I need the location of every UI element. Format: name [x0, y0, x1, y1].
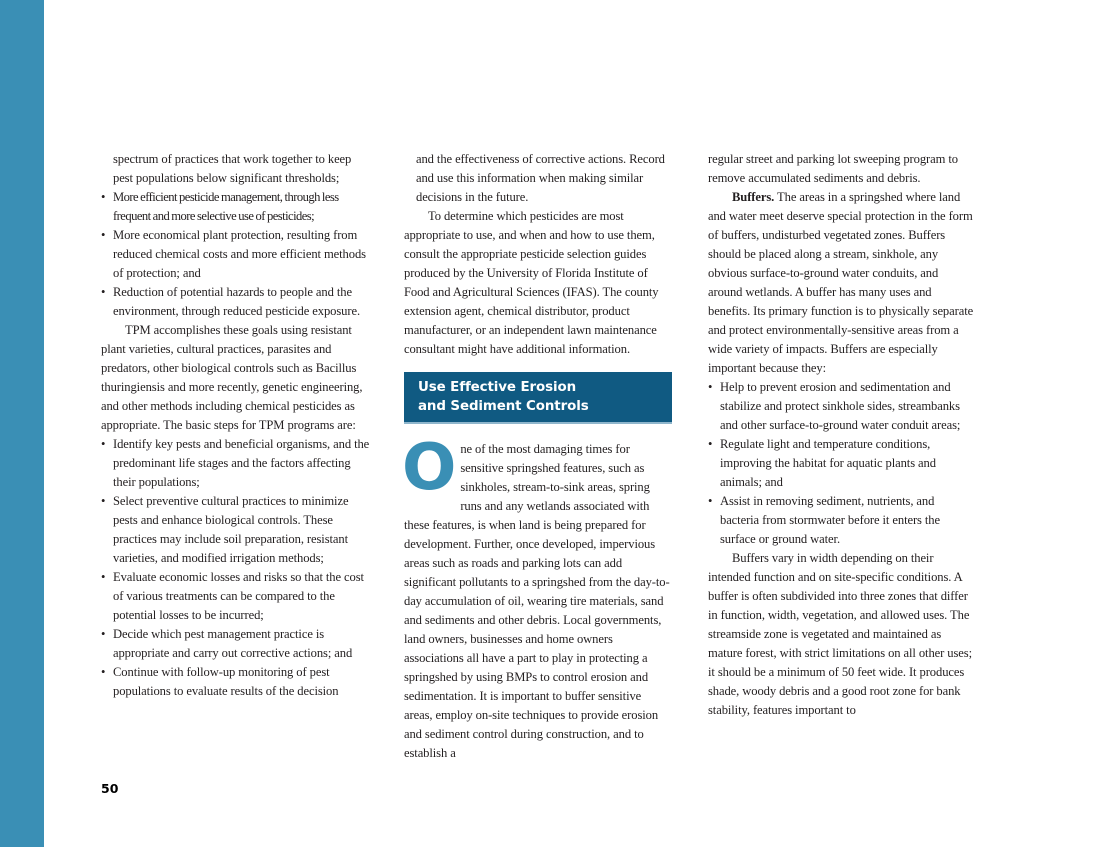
list-item: • Help to prevent erosion and sedimentation and stabilize and protect sinkhole sides, streambanks and other surface-to-ground water conduit areas; [708, 378, 974, 435]
page-edge-color-bar [0, 0, 44, 847]
buffers-paragraph [708, 188, 974, 378]
list-item: • Decide which pest management practice is appropriate and carry out corrective actions; and [101, 625, 373, 663]
buffer-width-paragraph: Buffers vary in width depending on their intended function and on site-specific conditions. A buffer is often subdivided into three zones that differ in function, width, vegetation, and allowed uses. The streamside zone is vegetated and maintained as mature forest, with strict limitations on all other uses; it should be a minimum of 50 feet wide. It produces shade, woody debris and a good root zone for bank stability, features important to [708, 551, 972, 717]
buffers-paragraph-text: The areas in a springshed where land and water meet deserve special protection in the form of buffers, undisturbed vegetated zones. Buffers should be placed along a stream, sinkhole, any obvious surface-to-ground water conduits, and around wetlands. A buffer has many uses and benefits. Its primary function is to physically separate and protect environmentally-sensitive areas from a wide variety of impacts. Buffers are especially important because they: [708, 190, 974, 375]
list-item: • More economical plant protection, resulting from reduced chemical costs and more efficient methods of protection; and [101, 226, 373, 283]
text-column-1 [101, 150, 373, 701]
section-heading-line-2: and Sediment Controls [418, 399, 589, 414]
list-item: • Reduction of potential hazards to people and the environment, through reduced pesticide exposure. [101, 283, 373, 321]
section-heading-line-1: Use Effective Erosion [418, 380, 577, 395]
list-item: • Identify key pests and beneficial organisms, and the predominant life stages and the factors affecting their populations; [101, 435, 373, 492]
section-heading-box [404, 372, 672, 424]
text-column-3 [708, 150, 974, 720]
drop-cap-letter: O [402, 431, 457, 505]
continued-text: regular street and parking lot sweeping program to remove accumulated sediments and debris. [708, 152, 958, 185]
list-item: • Continue with follow-up monitoring of pest populations to evaluate results of the decision [101, 663, 373, 701]
list-item: • Assist in removing sediment, nutrients, and bacteria from stormwater before it enters the surface or ground water. [708, 492, 974, 549]
text-column-2 [404, 150, 672, 763]
page-number: 50 [101, 781, 119, 796]
continued-text: and the effectiveness of corrective actions. Record and use this information when making similar decisions in the future. [416, 152, 665, 204]
list-item: • Regulate light and temperature conditions, improving the habitat for aquatic plants and animals; and [708, 435, 974, 492]
list-item: • Evaluate economic losses and risks so that the cost of various treatments can be compared to the potential losses to be incurred; [101, 568, 373, 625]
list-item: • Select preventive cultural practices to minimize pests and enhance biological controls. These practices may include soil preparation, resistant varieties, and modified irrigation methods; [101, 492, 373, 568]
tpm-steps-list [101, 435, 373, 701]
tpm-goals-list [101, 188, 373, 321]
tpm-paragraph: TPM accomplishes these goals using resistant plant varieties, cultural practices, parasites and predators, other biological controls such as Bacillus thuringiensis and more recently, genetic engineering, and other methods including chemical pesticides as appropriate. The basic steps for TPM programs are: [101, 323, 363, 432]
erosion-section-paragraph [402, 431, 672, 763]
buffers-run-in-heading: Buffers. [732, 190, 775, 204]
pesticide-selection-paragraph: To determine which pesticides are most appropriate to use, and when and how to use them, consult the appropriate pesticide selection guides produced by the University of Florida Institute of Food and Agricultural Sciences (IFAS). The county extension agent, chemical distributor, product manufacturer, or an independent lawn maintenance consultant might have additional information. [404, 209, 659, 356]
erosion-section-text: ne of the most damaging times for sensitive springshed features, such as sinkholes, stream-to-sink areas, spring runs and any wetlands associated with these features, is when land is being prepared for development. Further, once developed, impervious areas such as roads and parking lots can add significant pollutants to a springshed from the day-to-day accumulation of oil, wearing tire materials, sand and sediments and other debris. Local governments, land owners, businesses and home owners associations all have a part to play in protecting a springshed by using BMPs to control erosion and sedimentation. It is important to buffer sensitive areas, employ on-site techniques to provide erosion and sediment control during construction, and to establish a [404, 442, 670, 760]
buffer-benefits-list [708, 378, 974, 549]
continued-text: spectrum of practices that work together to keep pest populations below significant thresholds; [113, 152, 352, 185]
list-item: • More efficient pesticide management, through less frequent and more selective use of pesticides; [101, 188, 373, 226]
